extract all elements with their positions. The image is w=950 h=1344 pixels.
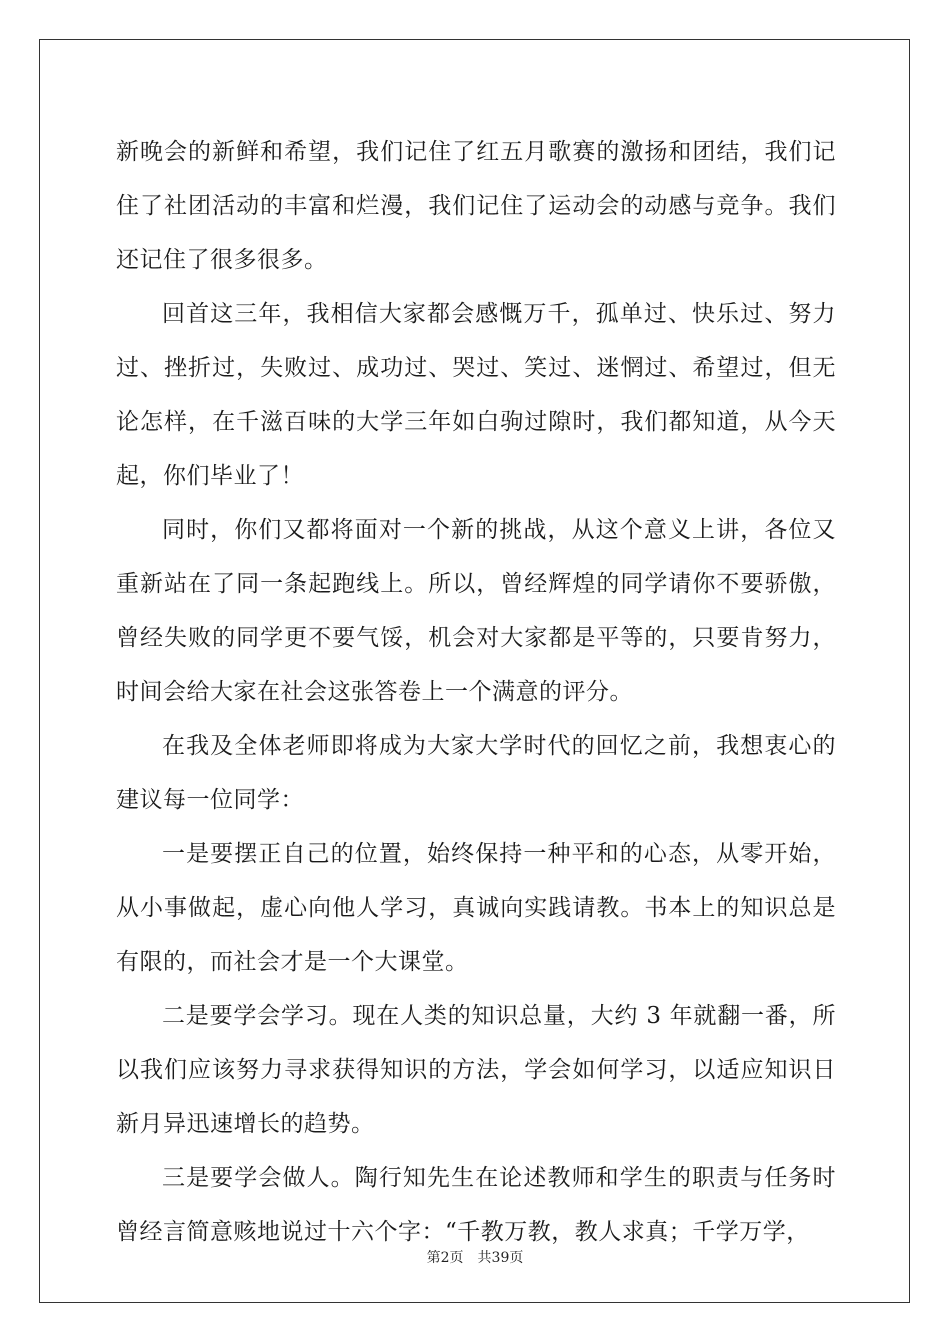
paragraph: 新晚会的新鲜和希望，我们记住了红五月歌赛的激扬和团结，我们记住了社团活动的丰富和烂漫，我们记住了运动会的动感与竞争。我们还记住了很多很多。 [116, 139, 836, 273]
total-pages: 共39页 [477, 1250, 524, 1266]
paragraph: 二是要学会学习。现在人类的知识总量，大约 3 年就翻一番，所以我们应该努力寻求获得知识的方法，学会如何学习，以适应知识日新月异迅速增长的趋势。 [116, 1003, 836, 1137]
paragraph: 回首这三年，我相信大家都会感慨万千，孤单过、快乐过、努力过、挫折过，失败过、成功过、哭过、笑过、迷惘过、希望过，但无论怎样，在千滋百味的大学三年如白驹过隙时，我们都知道，从今天起，你们毕业了！ [116, 301, 836, 489]
paragraph: 三是要学会做人。陶行知先生在论述教师和学生的职责与任务时曾经言简意赅地说过十六个字：“千教万教，教人求真；千学万学， [116, 1165, 836, 1245]
paragraph: 在我及全体老师即将成为大家大学时代的回忆之前，我想衷心的建议每一位同学： [116, 733, 836, 813]
page-number: 第2页 [426, 1250, 464, 1266]
paragraph: 一是要摆正自己的位置，始终保持一种平和的心态，从零开始，从小事做起，虚心向他人学习，真诚向实践请教。书本上的知识总是有限的，而社会才是一个大课堂。 [116, 841, 836, 975]
page-footer [0, 1247, 950, 1267]
paragraph: 同时，你们又都将面对一个新的挑战，从这个意义上讲，各位又重新站在了同一条起跑线上。所以，曾经辉煌的同学请你不要骄傲，曾经失败的同学更不要气馁，机会对大家都是平等的，只要肯努力，时间会给大家在社会这张答卷上一个满意的评分。 [116, 517, 836, 705]
document-body [116, 125, 836, 1259]
